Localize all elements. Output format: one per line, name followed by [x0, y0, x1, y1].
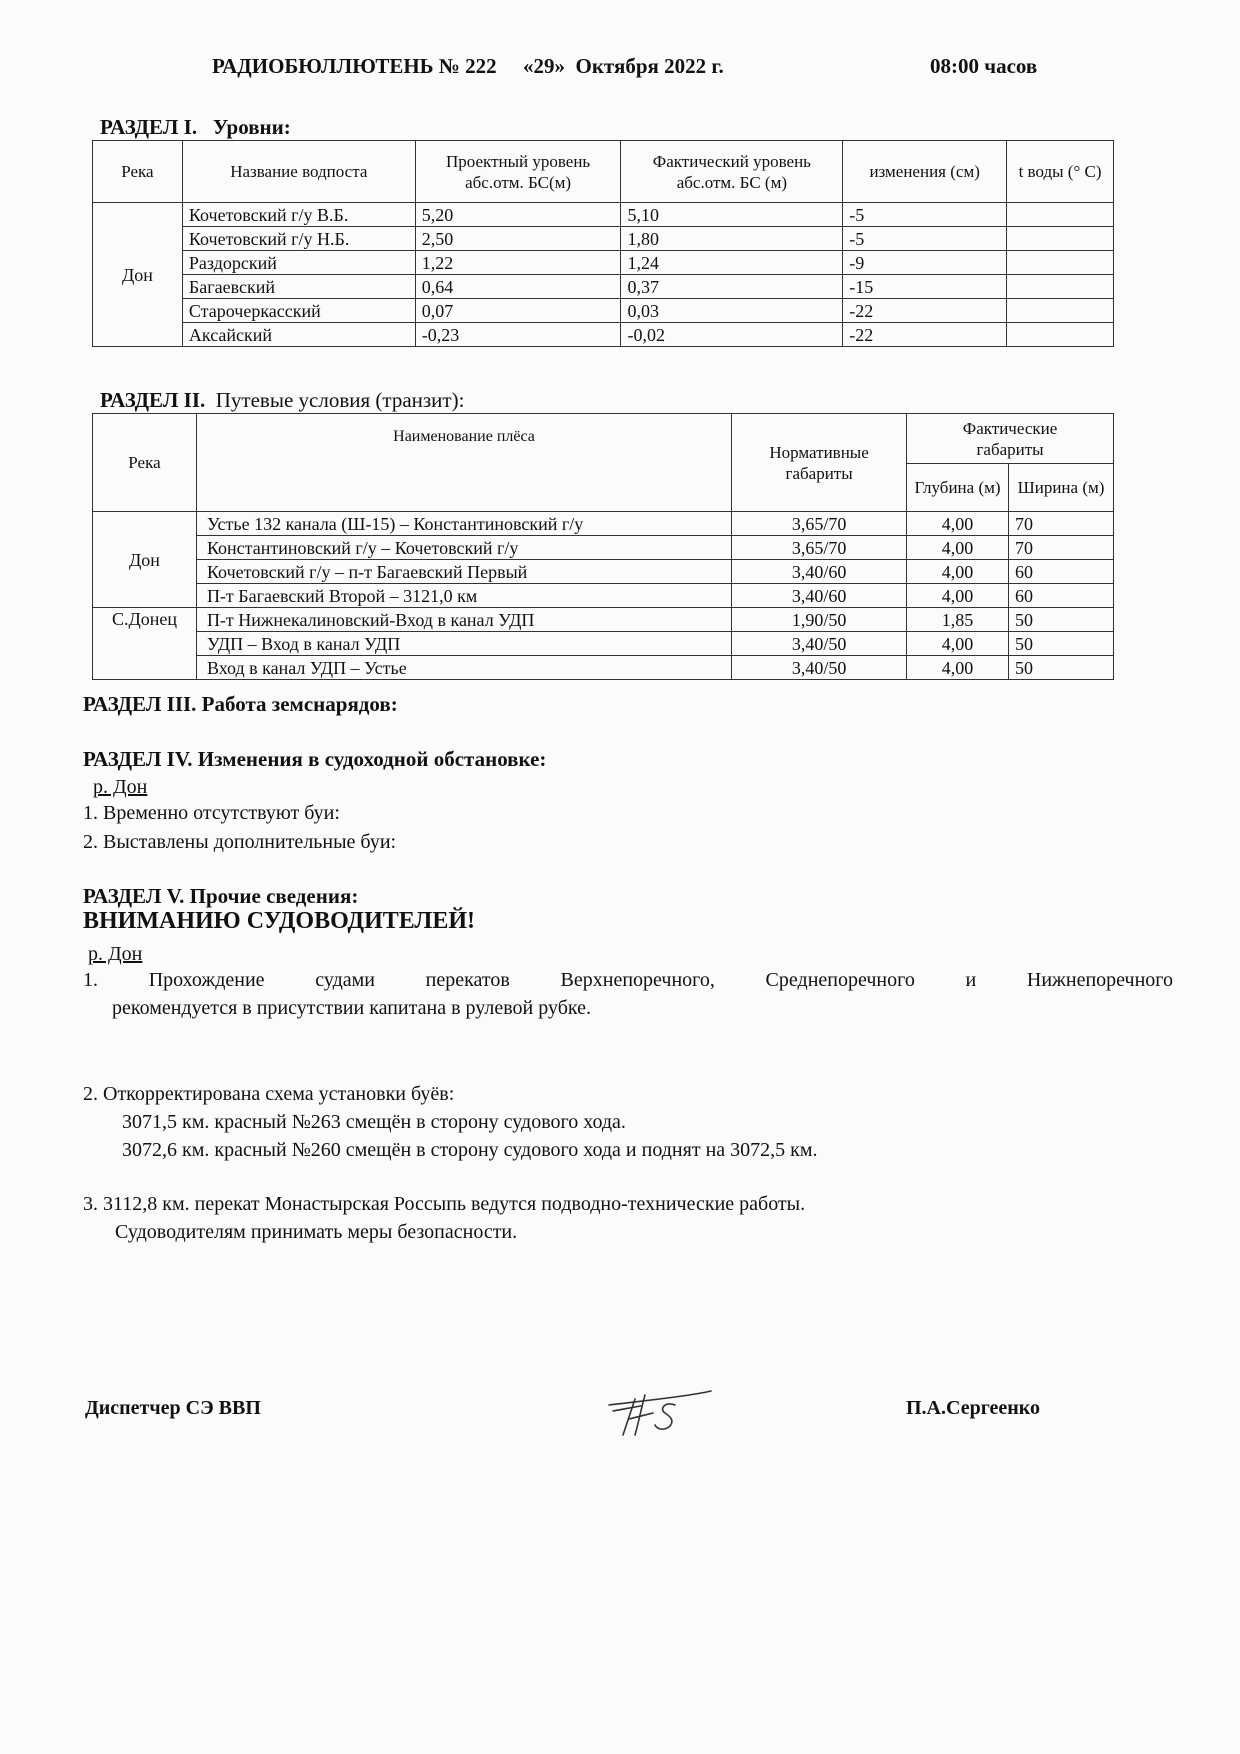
- actual-cell: 1,80: [621, 227, 843, 251]
- width-cell: 50: [1009, 608, 1114, 632]
- table-row: [93, 275, 1114, 299]
- table-row: [93, 560, 1114, 584]
- route-header-row-1: [93, 414, 1114, 464]
- col-river: Река: [93, 414, 197, 512]
- change-cell: -15: [843, 275, 1007, 299]
- design-cell: -0,23: [415, 323, 621, 347]
- depth-cell: 4,00: [907, 632, 1009, 656]
- temp-cell: [1007, 323, 1114, 347]
- reach-cell: П-т Багаевский Второй – 3121,0 км: [196, 584, 731, 608]
- reach-cell: Кочетовский г/у – п-т Багаевский Первый: [196, 560, 731, 584]
- temp-cell: [1007, 227, 1114, 251]
- attention-heading: ВНИМАНИЮ СУДОВОДИТЕЛЕЙ!: [83, 908, 475, 934]
- section5-river: р. Дон: [88, 943, 143, 965]
- design-cell: 0,07: [415, 299, 621, 323]
- section1-subtitle: Уровни:: [212, 115, 291, 139]
- river-cell: Дон: [93, 512, 197, 608]
- design-cell: 0,64: [415, 275, 621, 299]
- section3-title: РАЗДЕЛ III. Работа земснарядов:: [83, 692, 398, 716]
- depth-cell: 4,00: [907, 656, 1009, 680]
- table-row: [93, 227, 1114, 251]
- reach-cell: Устье 132 канала (Ш-15) – Константиновский г/у: [196, 512, 731, 536]
- section1-heading: [100, 115, 291, 140]
- handwritten-signature: [605, 1385, 715, 1441]
- normative-cell: 3,65/70: [732, 536, 907, 560]
- post-cell: Аксайский: [182, 323, 415, 347]
- section4-item-1: 1. Временно отсутствуют буи:: [83, 802, 340, 824]
- section5-item1-line2: рекомендуется в присутствии капитана в рулевой рубке.: [112, 997, 591, 1019]
- table-row: [93, 251, 1114, 275]
- width-cell: 60: [1009, 560, 1114, 584]
- section5-item3-line2: Судоводителям принимать меры безопасности.: [115, 1221, 518, 1243]
- reach-cell: Константиновский г/у – Кочетовский г/у: [196, 536, 731, 560]
- reach-cell: Вход в канал УДП – Устье: [196, 656, 731, 680]
- col-reach: Наименование плёса: [196, 414, 731, 512]
- change-cell: -22: [843, 323, 1007, 347]
- section2-heading: [100, 388, 464, 413]
- temp-cell: [1007, 203, 1114, 227]
- post-cell: Багаевский: [182, 275, 415, 299]
- levels-header-row: [93, 141, 1114, 203]
- width-cell: 50: [1009, 632, 1114, 656]
- col-design-level: Проектный уровень абс.отм. БС(м): [415, 141, 621, 203]
- depth-cell: 4,00: [907, 512, 1009, 536]
- width-cell: 70: [1009, 512, 1114, 536]
- table-row: [93, 656, 1114, 680]
- post-cell: Старочеркасский: [182, 299, 415, 323]
- section5-item2-line2: 3071,5 км. красный №263 смещён в сторону судового хода.: [122, 1111, 626, 1133]
- change-cell: -22: [843, 299, 1007, 323]
- bulletin-time: 08:00 часов: [930, 54, 1038, 78]
- section2-subtitle: Путевые условия (транзит):: [215, 388, 465, 412]
- table-row: [93, 632, 1114, 656]
- table-row: [93, 608, 1114, 632]
- col-river: Река: [93, 141, 183, 203]
- normative-cell: 1,90/50: [732, 608, 907, 632]
- width-cell: 50: [1009, 656, 1114, 680]
- table-row: [93, 584, 1114, 608]
- table-row: [93, 512, 1114, 536]
- col-actual-level: Фактический уровень абс.отм. БС (м): [621, 141, 843, 203]
- section2-title: РАЗДЕЛ II.: [100, 388, 206, 412]
- col-post: Название водпоста: [182, 141, 415, 203]
- width-cell: 60: [1009, 584, 1114, 608]
- col-water-temp: t воды (° С): [1007, 141, 1114, 203]
- bulletin-date: «29» Октября 2022 г.: [523, 54, 724, 78]
- section4-item-2: 2. Выставлены дополнительные буи:: [83, 831, 397, 853]
- section4-title: РАЗДЕЛ IV. Изменения в судоходной обстановке:: [83, 747, 547, 771]
- col-change: изменения (см): [843, 141, 1007, 203]
- dispatcher-name: П.А.Сергеенко: [906, 1397, 1041, 1419]
- river-cell: Дон: [93, 203, 183, 347]
- section5-item3-line1: 3. 3112,8 км. перекат Монастырская Россыпь ведутся подводно-технические работы.: [83, 1193, 806, 1215]
- actual-cell: 5,10: [621, 203, 843, 227]
- temp-cell: [1007, 299, 1114, 323]
- section1-title: РАЗДЕЛ I.: [100, 115, 198, 139]
- table-row: [93, 323, 1114, 347]
- actual-cell: -0,02: [621, 323, 843, 347]
- reach-cell: УДП – Вход в канал УДП: [196, 632, 731, 656]
- depth-cell: 4,00: [907, 584, 1009, 608]
- dispatcher-role: Диспетчер СЭ ВВП: [85, 1397, 261, 1419]
- depth-cell: 1,85: [907, 608, 1009, 632]
- change-cell: -9: [843, 251, 1007, 275]
- river-cell: С.Донец: [93, 608, 197, 680]
- table-row: [93, 299, 1114, 323]
- section5-item1-line1: 1. Прохождение судами перекатов Верхнепоречного, Среднепоречного и Нижнепоречного: [83, 969, 1173, 991]
- depth-cell: 4,00: [907, 536, 1009, 560]
- col-depth: Глубина (м): [907, 464, 1009, 512]
- design-cell: 1,22: [415, 251, 621, 275]
- levels-table: [92, 140, 1114, 347]
- temp-cell: [1007, 275, 1114, 299]
- normative-cell: 3,40/50: [732, 656, 907, 680]
- section5-item2-line1: 2. Откорректирована схема установки буёв:: [83, 1083, 455, 1105]
- design-cell: 5,20: [415, 203, 621, 227]
- actual-cell: 0,37: [621, 275, 843, 299]
- col-actual-dimensions: Фактические габариты: [907, 414, 1114, 464]
- post-cell: Кочетовский г/у Н.Б.: [182, 227, 415, 251]
- bulletin-title: РАДИОБЮЛЛЮТЕНЬ № 222: [212, 54, 497, 78]
- col-normative: Нормативные габариты: [732, 414, 907, 512]
- actual-cell: 1,24: [621, 251, 843, 275]
- width-cell: 70: [1009, 536, 1114, 560]
- temp-cell: [1007, 251, 1114, 275]
- change-cell: -5: [843, 227, 1007, 251]
- route-table: [92, 413, 1114, 680]
- section5-item2-line3: 3072,6 км. красный №260 смещён в сторону судового хода и поднят на 3072,5 км.: [122, 1139, 818, 1161]
- depth-cell: 4,00: [907, 560, 1009, 584]
- reach-cell: П-т Нижнекалиновский-Вход в канал УДП: [196, 608, 731, 632]
- post-cell: Кочетовский г/у В.Б.: [182, 203, 415, 227]
- section5-title: РАЗДЕЛ V. Прочие сведения:: [83, 884, 359, 908]
- normative-cell: 3,40/60: [732, 560, 907, 584]
- col-width: Ширина (м): [1009, 464, 1114, 512]
- normative-cell: 3,40/50: [732, 632, 907, 656]
- table-row: [93, 536, 1114, 560]
- table-row: [93, 203, 1114, 227]
- actual-cell: 0,03: [621, 299, 843, 323]
- design-cell: 2,50: [415, 227, 621, 251]
- normative-cell: 3,40/60: [732, 584, 907, 608]
- post-cell: Раздорский: [182, 251, 415, 275]
- section4-river: р. Дон: [93, 776, 148, 798]
- normative-cell: 3,65/70: [732, 512, 907, 536]
- change-cell: -5: [843, 203, 1007, 227]
